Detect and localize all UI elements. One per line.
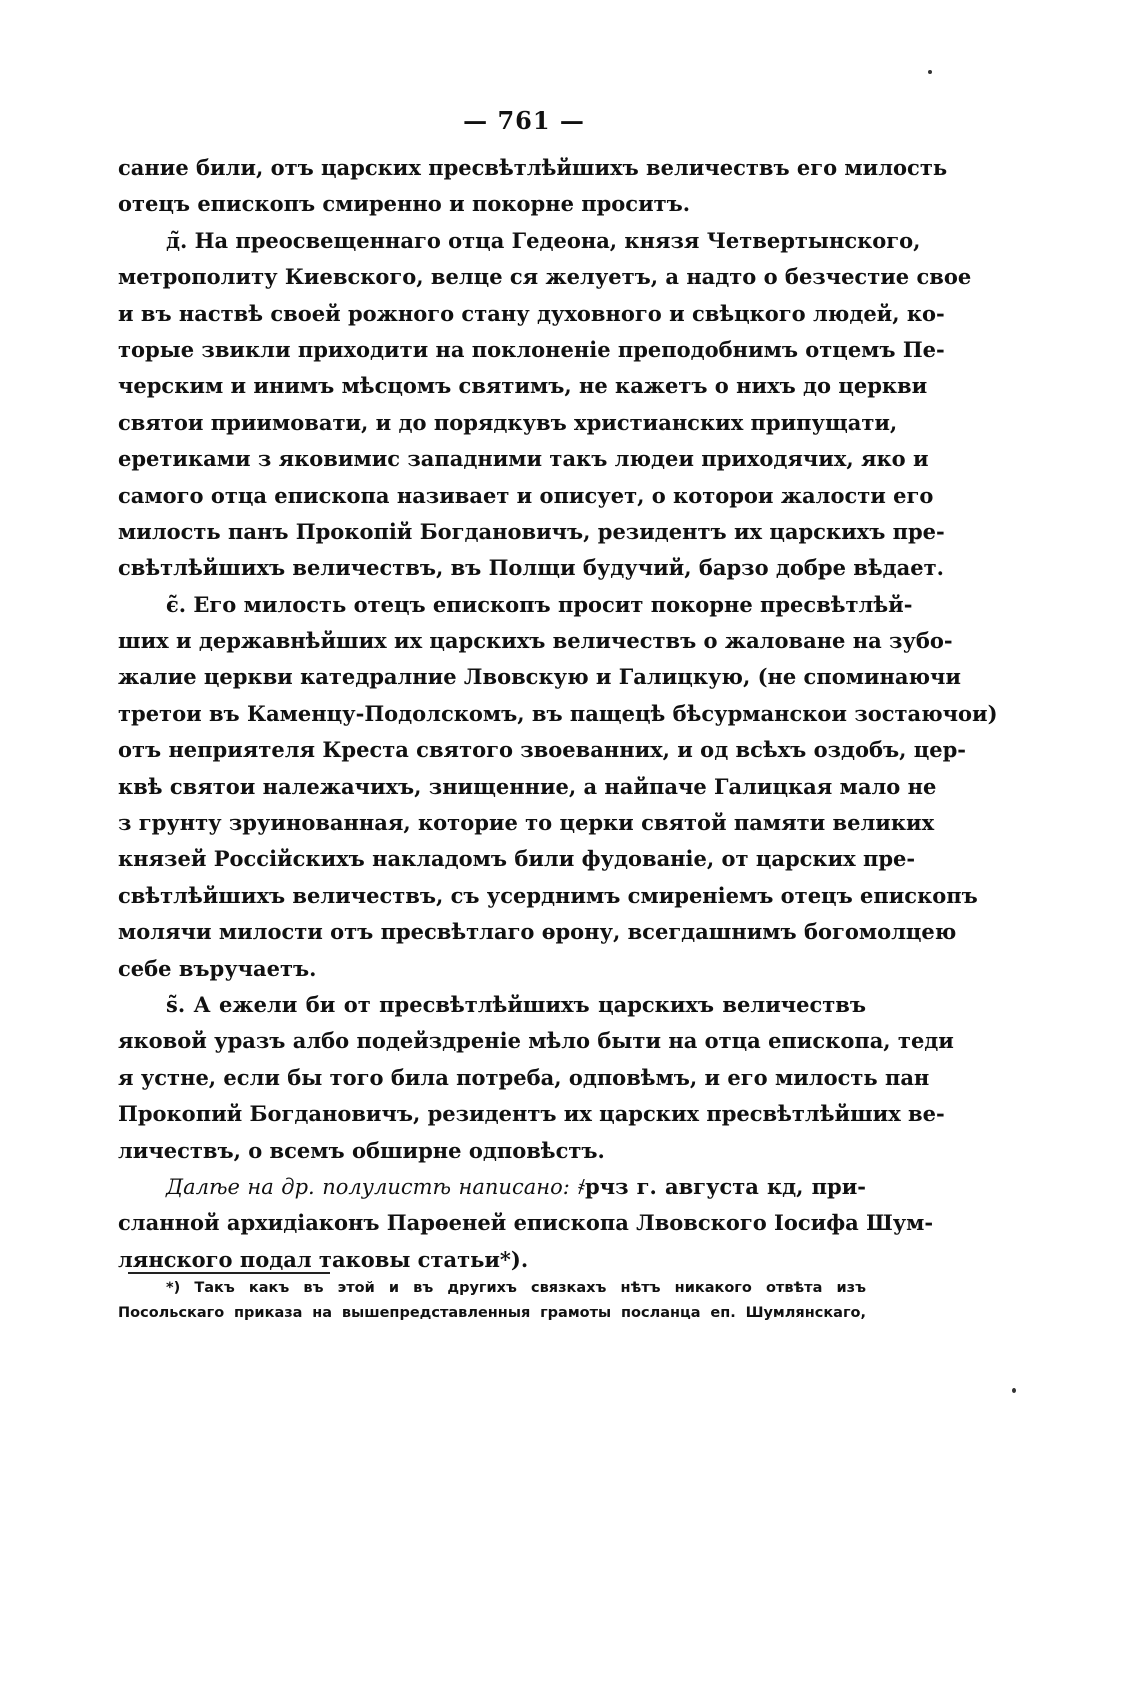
footnote-line: *) Такъ какъ въ этой и въ другихъ связкахъ нѣтъ никакого отвѣта изъ	[166, 1280, 866, 1296]
text-line: молячи милости отъ пресвѣтлаго ѳрону, всегдашнимъ богомолцею	[118, 919, 957, 945]
text-line: лянского подал таковы статьи*).	[118, 1246, 529, 1272]
paragraph-start-line: д̃. На преосвещеннаго отца Гедеона, князя Четвертынского,	[166, 227, 921, 253]
text-line: метрополиту Киевского, велце ся желуетъ, а надто о безчестие свое	[118, 264, 972, 290]
text-line: еретиками з яковимис западними такъ людеи приходячих, яко и	[118, 446, 929, 472]
text-line: сание били, отъ царских пресвѣтлѣйшихъ величествъ его милость	[118, 155, 948, 180]
scan-speck	[928, 70, 932, 74]
paragraph-start-line: ѕ̃. А ежели би от пресвѣтлѣйшихъ царскихъ величествъ	[166, 991, 866, 1017]
text-line: я устне, если бы того била потреба, одповѣмъ, и его милость пан	[118, 1064, 930, 1090]
text-line: милость панъ Прокопій Богдановичъ, резидентъ их царскихъ пре-	[118, 518, 945, 544]
text-line: черским и инимъ мѣсцомъ святимъ, не кажетъ о нихъ до церкви	[118, 373, 928, 399]
italic-note-line: Далѣе на др. полулистѣ написано: ҂рчз г. августа кд, при-	[166, 1173, 866, 1199]
text-line: самого отца епископа називает и описует, о которои жалости его	[118, 482, 934, 508]
footnote-divider	[128, 1272, 330, 1274]
text-line: святои приимовати, и до порядкувъ христианских припущати,	[118, 409, 898, 435]
text-line: отецъ епископъ смиренно и покорне проситъ.	[118, 191, 691, 217]
paragraph-start-line: є̃. Его милость отецъ епископъ просит покорне пресвѣтлѣй-	[166, 591, 913, 617]
page-number: — 761 —	[463, 106, 585, 135]
footnote-line: Посольскаго приказа на вышепредставленныя грамоты посланца еп. Шумлянскаго,	[118, 1305, 866, 1321]
footnote	[118, 1276, 866, 1326]
text-line: яковой уразъ албо подейздреніе мѣло быти на отца епископа, теди	[118, 1028, 954, 1054]
text-line: свѣтлѣйшихъ величествъ, съ усерднимъ смиреніемъ отецъ епископъ	[118, 882, 978, 908]
main-text	[118, 150, 998, 1278]
text-line: себе въручаетъ.	[118, 955, 317, 981]
text-line: жалие церкви катедралние Лвовскую и Галицкую, (не споминаючи	[118, 664, 961, 690]
italic-note-lead: Далѣе на др. полулистѣ написано:	[166, 1174, 570, 1199]
text-line: з грунту зруинованная, которие то церки святой памяти великих	[118, 810, 935, 836]
text-line: торые звикли приходити на поклоненіе преподобнимъ отцемъ Пе-	[118, 336, 945, 362]
text-line: третои въ Каменцу-Подолскомъ, въ пащецѣ бѣсурманскои зостаючои)	[118, 700, 998, 726]
text-line: Прокопий Богдановичъ, резидентъ их царских пресвѣтлѣйших ве-	[118, 1101, 945, 1127]
text-line: личествъ, о всемъ обширне одповѣстъ.	[118, 1137, 605, 1163]
scan-speck	[1012, 1388, 1016, 1393]
text-line: ших и державнѣйших их царскихъ величествъ о жаловане на зубо-	[118, 628, 953, 654]
text-line: свѣтлѣйшихъ величествъ, въ Полщи будучий, барзо добре вѣдает.	[118, 555, 944, 581]
text-line: отъ неприятеля Креста святого звоеванних, и од всѣхъ оздобъ, цер-	[118, 737, 967, 763]
text-line: и въ наствѣ своей рожного стану духовного и свѣцкого людей, ко-	[118, 300, 945, 326]
text-line: квѣ святои належачихъ, знищенние, а найпаче Галицкая мало не	[118, 773, 937, 799]
text-line: сланной архидіаконъ Парѳеней епископа Лвовского Іосифа Шум-	[118, 1210, 934, 1236]
text-line: князей Россійскихъ накладомъ били фудованіе, от царских пре-	[118, 846, 916, 872]
